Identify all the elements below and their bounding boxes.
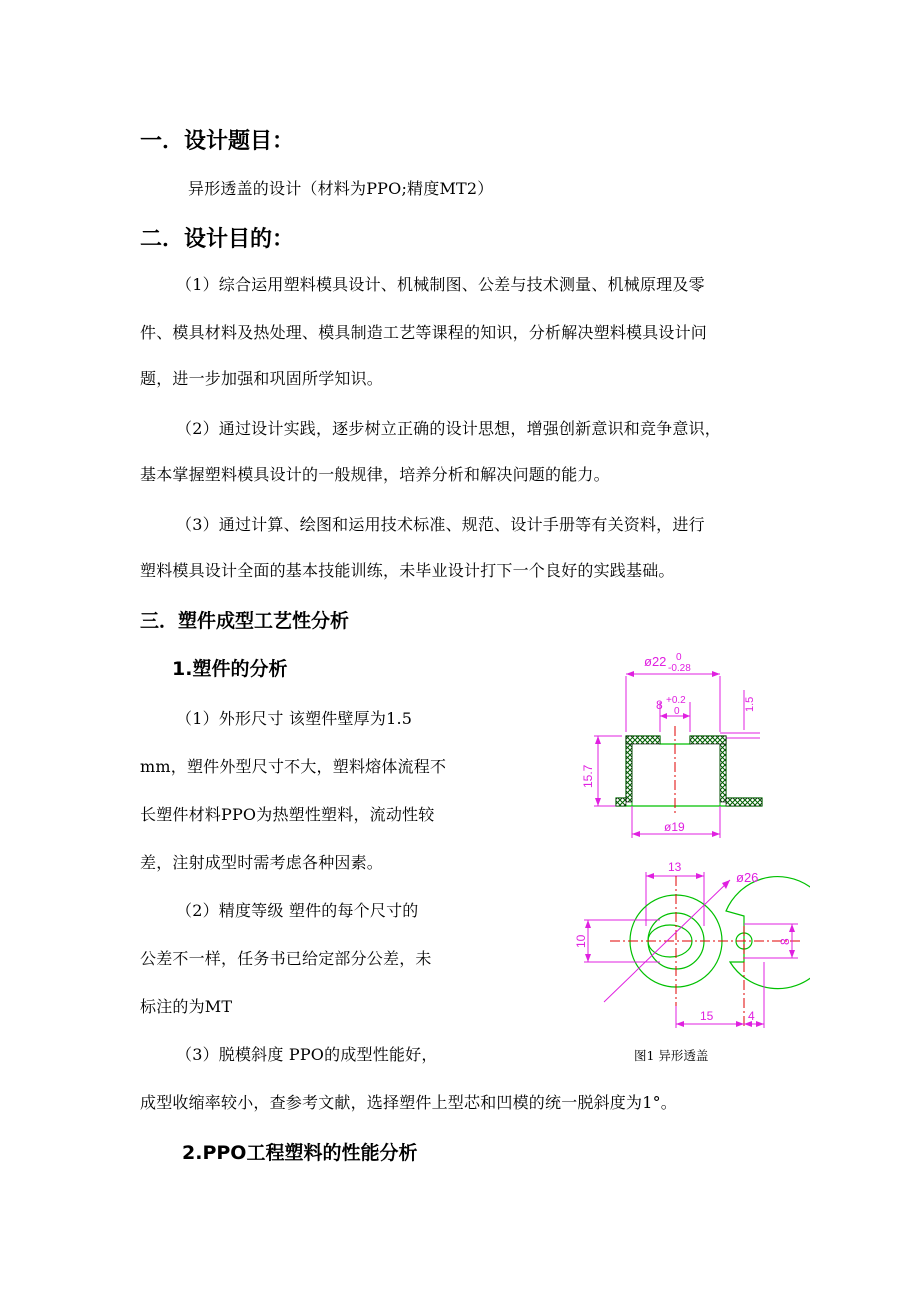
dim-wall: 1.5 [744, 696, 756, 712]
dim-hole-8: 8 [778, 938, 792, 945]
paragraph-line: 公差不一样，任务书已给定部分公差，未 [140, 949, 432, 968]
paragraph-line: （2）通过设计实践，逐步树立正确的设计思想，增强创新意识和竞争意识， [176, 419, 721, 438]
dim-top-tol-lower: -0.28 [668, 663, 691, 674]
dim-slot-width: 8 [656, 698, 663, 712]
dim-slot-tol-lower: 0 [674, 706, 680, 717]
paragraph-line: mm，塑件外型尺寸不大，塑料熔体流程不 [140, 757, 447, 776]
section-view [581, 652, 762, 838]
top-view [574, 860, 810, 1028]
dim-height-10: 10 [574, 934, 588, 948]
paragraph-line: 基本掌握塑料模具设计的一般规律，培养分析和解决问题的能力。 [140, 465, 610, 484]
subsection-2-title: 2.PPO工程塑料的性能分析 [182, 1142, 418, 1164]
paragraph-line: 成型收缩率较小，查参考文献，选择塑件上型芯和凹模的统一脱斜度为1°。 [140, 1093, 677, 1112]
dim-width-13: 13 [668, 860, 682, 874]
paragraph-line: （1）综合运用塑料模具设计、机械制图、公差与技术测量、机械原理及零 [176, 275, 705, 294]
paragraph-line: 题，进一步加强和巩固所学知识。 [140, 369, 384, 388]
paragraph-line: （2）精度等级 塑件的每个尺寸的 [176, 901, 419, 920]
section-1-body: 异形透盖的设计（材料为PPO;精度MT2） [188, 179, 494, 198]
paragraph-line: （1）外形尺寸 该塑件壁厚为1.5 [176, 709, 413, 728]
paragraph-line: 塑料模具设计全面的基本技能训练，未毕业设计打下一个良好的实践基础。 [140, 561, 675, 580]
dim-length-15: 15 [700, 1009, 714, 1023]
paragraph-line: 差，注射成型时需考虑各种因素。 [140, 853, 384, 872]
dim-height: 15.7 [581, 764, 595, 788]
dim-length-4: 4 [748, 1009, 755, 1023]
dim-slot-tol-upper: +0.2 [666, 695, 686, 706]
dim-inner-diameter: ø19 [664, 820, 685, 834]
paragraph-line: （3）通过计算、绘图和运用技术标准、规范、设计手册等有关资料，进行 [176, 515, 705, 534]
section-1-title: 一．设计题目： [140, 129, 295, 154]
paragraph-line: 标注的为MT [140, 997, 233, 1016]
section-3-title: 三．塑件成型工艺性分析 [140, 610, 350, 632]
dim-outer-diameter: ø26 [736, 870, 759, 885]
technical-drawing [570, 640, 810, 1040]
section-2-title: 二．设计目的： [140, 227, 295, 252]
paragraph-line: （3）脱模斜度 PPO的成型性能好， [176, 1045, 438, 1064]
paragraph-line: 长塑件材料PPO为热塑性塑料，流动性较 [140, 805, 435, 824]
dim-top-diameter: ø22 [644, 654, 667, 669]
figure-caption: 图1 异形透盖 [634, 1048, 709, 1063]
subsection-1-title: 1.塑件的分析 [172, 658, 288, 680]
paragraph-line: 件、模具材料及热处理、模具制造工艺等课程的知识，分析解决塑料模具设计问 [140, 323, 708, 342]
dim-top-tol-upper: 0 [676, 652, 682, 663]
